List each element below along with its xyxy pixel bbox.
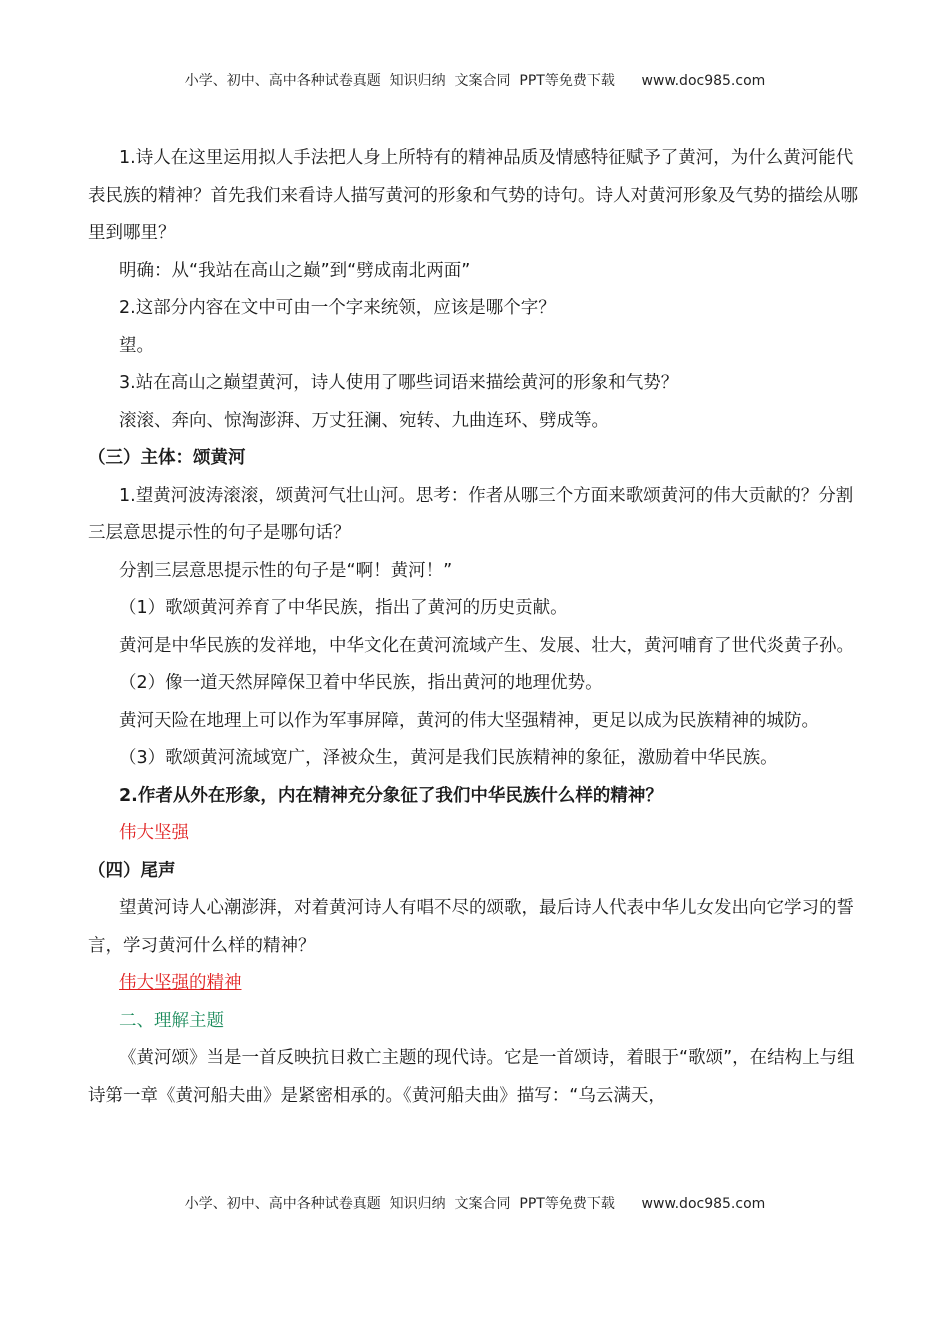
section-heading-theme: 二、理解主题 (119, 1010, 224, 1031)
paragraph-point-1: （1）歌颂黄河养育了中华民族，指出了黄河的历史贡献。 (119, 598, 568, 618)
paragraph-point-3: （3）歌颂黄河流域宽广，泽被众生，黄河是我们民族精神的象征，激励着中华民族。 (119, 748, 778, 768)
paragraph-point-2-detail: 黄河天险在地理上可以作为军事屏障，黄河的伟大坚强精神，更足以成为民族精神的城防。 (119, 710, 819, 731)
paragraph-main-question-1: 1.望黄河波涛滚滚，颂黄河气壮山河。思考：作者从哪三个方面来歌颂黄河的伟大贡献的？分割三层意思提示性的句子是哪句话？ (88, 485, 854, 543)
paragraph-theme-text: 《黄河颂》当是一首反映抗日救亡主题的现代诗。它是一首颂诗，着眼于“歌颂”，在结构上与组诗第一章《黄河船夫曲》是紧密相承的。《黄河船夫曲》描写：“乌云满天， (88, 1048, 855, 1106)
paragraph-question-2: 2.这部分内容在文中可由一个字来统领，应该是哪个字？ (119, 298, 556, 318)
paragraph-answer-2: 望。 (119, 335, 154, 356)
paragraph-question-3: 3.站在高山之巅望黄河，诗人使用了哪些词语来描绘黄河的形象和气势？ (119, 373, 679, 393)
paragraph-main-question-2: 2.作者从外在形象，内在精神充分象征了我们中华民族什么样的精神？ (119, 785, 663, 806)
section-heading-ending: （四）尾声 (88, 860, 176, 881)
paragraph-answer-3: 滚滚、奔向、惊淘澎湃、万丈狂澜、宛转、九曲连环、劈成等。 (119, 410, 609, 431)
paragraph-ending-question: 望黄河诗人心潮澎湃，对着黄河诗人有唱不尽的颂歌，最后诗人代表中华儿女发出向它学习的誓言，学习黄河什么样的精神？ (88, 898, 854, 956)
paragraph-answer-red-2: 伟大坚强的精神 (119, 973, 242, 993)
paragraph-answer-red-1: 伟大坚强 (119, 823, 189, 843)
paragraph-answer-red-2-wrap (88, 965, 860, 1003)
document-body (88, 140, 860, 1115)
paragraph-question-1: 1.诗人在这里运用拟人手法把人身上所特有的精神品质及情感特征赋予了黄河，为什么黄河能代表民族的精神？首先我们来看诗人描写黄河的形象和气势的诗句。诗人对黄河形象及气势的描绘从哪里到哪里？ (88, 148, 858, 243)
paragraph-point-2: （2）像一道天然屏障保卫着中华民族，指出黄河的地理优势。 (119, 673, 603, 693)
section-heading-main-body: （三）主体：颂黄河 (88, 448, 246, 468)
paragraph-main-answer-1: 分割三层意思提示性的句子是“啊！黄河！” (119, 560, 453, 581)
paragraph-answer-1: 明确：从“我站在高山之巅”到“劈成南北两面” (119, 260, 471, 281)
paragraph-point-1-detail: 黄河是中华民族的发祥地，中华文化在黄河流域产生、发展、壮大，黄河哺育了世代炎黄子孙。 (119, 635, 854, 656)
page-header: 小学、初中、高中各种试卷真题 知识归纳 文案合同 PPT等免费下载 www.doc985.com (184, 73, 766, 89)
page-footer: 小学、初中、高中各种试卷真题 知识归纳 文案合同 PPT等免费下载 www.doc985.com (184, 1196, 766, 1212)
